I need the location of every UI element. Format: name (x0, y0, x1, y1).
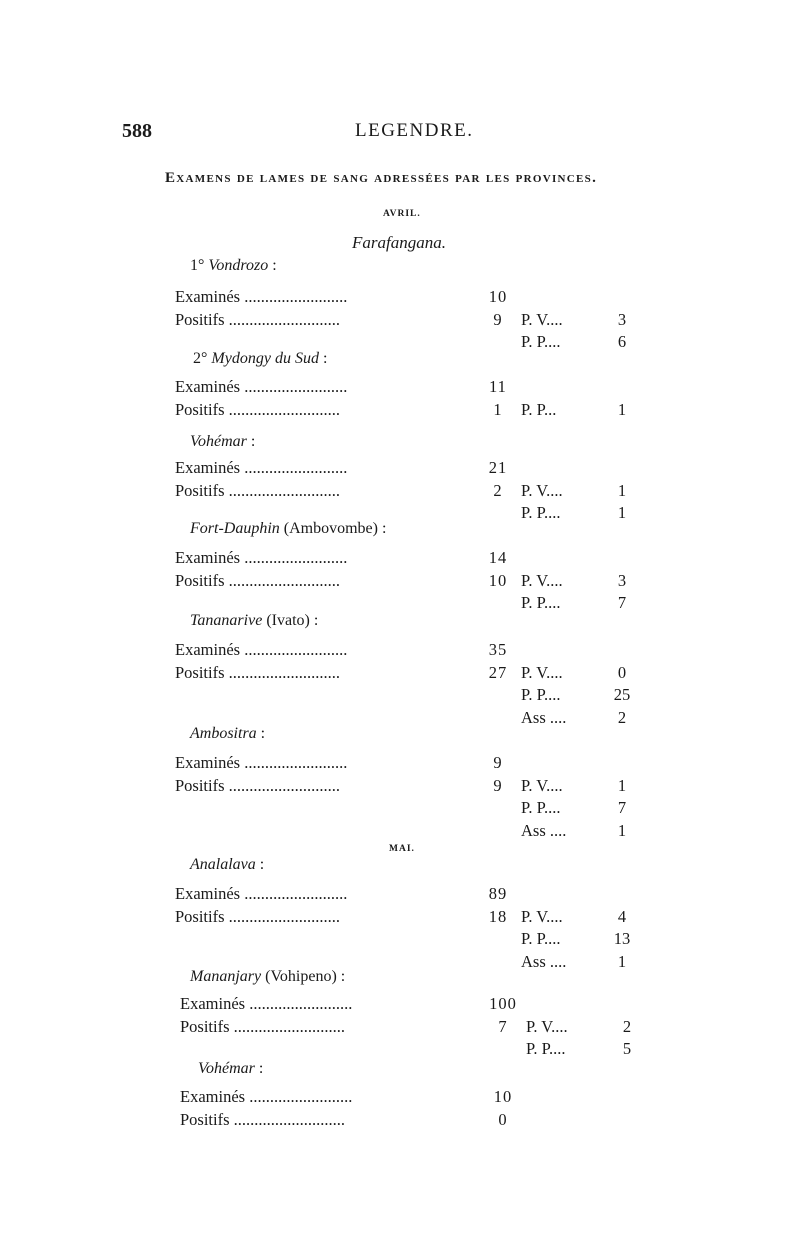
examined-label: Examinés ......................... (175, 287, 348, 306)
examined-row (175, 884, 645, 906)
species-label: Ass .... (521, 820, 567, 840)
location-heading (190, 257, 277, 275)
positive-label: Positifs ........................... (180, 1016, 346, 1036)
examined-row (180, 1087, 650, 1109)
species-label: P. V.... (526, 1016, 568, 1036)
examined-count: 21 (488, 458, 508, 477)
month-heading: AVRIL. (383, 209, 421, 219)
examined-row (175, 458, 645, 480)
species-label: P. P.... (526, 1039, 566, 1058)
species-label: P. V.... (521, 775, 563, 795)
location-name: Tananarive (190, 612, 263, 629)
examined-label: Examinés ......................... (180, 1087, 353, 1106)
location-suffix: : (254, 1060, 264, 1077)
species-count: 1 (617, 503, 627, 522)
location-heading (190, 520, 386, 538)
species-count: 3 (617, 309, 627, 329)
location-suffix: (Ambovombe) : (279, 520, 387, 537)
location-suffix: : (318, 350, 328, 367)
species-label: P. P.... (521, 593, 561, 612)
species-row (175, 663, 645, 685)
examined-row (175, 377, 645, 399)
species-count: 7 (617, 593, 627, 612)
species-count: 2 (622, 1016, 632, 1036)
examined-row (175, 548, 645, 570)
species-count: 1 (617, 775, 627, 795)
positive-count: 9 (493, 309, 503, 329)
examined-label: Examinés ......................... (175, 884, 348, 903)
district-heading (352, 233, 446, 253)
location-suffix: : (256, 725, 266, 742)
species-label: P. P.... (521, 929, 561, 948)
location-suffix: : (246, 433, 256, 450)
species-row (180, 1017, 650, 1039)
species-count: 4 (617, 906, 627, 926)
species-label: P. P... (521, 399, 557, 419)
species-row (175, 907, 645, 929)
location-name: Ambositra (190, 725, 257, 742)
location-suffix: (Ivato) : (262, 612, 319, 629)
location-name: Analalava (190, 856, 256, 873)
species-count: 1 (617, 951, 627, 971)
positive-count: 18 (488, 906, 508, 926)
species-label: Ass .... (521, 707, 567, 727)
examined-row (175, 287, 645, 309)
page-header (0, 120, 800, 144)
examined-count: 35 (488, 640, 508, 659)
species-row (175, 821, 645, 843)
positive-label: Positifs ........................... (175, 906, 341, 926)
location-name: Vohémar (190, 433, 247, 450)
location-suffix: : (268, 257, 277, 274)
species-count: 2 (617, 707, 627, 727)
species-row (175, 571, 645, 593)
location-heading (190, 968, 345, 986)
species-count: 1 (617, 820, 627, 840)
location-name: Fort-Dauphin (190, 520, 280, 537)
month-heading: MAI. (389, 844, 415, 854)
positive-count: 9 (493, 775, 503, 795)
species-label: P. V.... (521, 662, 563, 682)
species-label: P. V.... (521, 570, 563, 590)
positive-count: 27 (488, 662, 508, 682)
examined-label: Examinés ......................... (180, 994, 353, 1013)
positive-label: Positifs ........................... (175, 399, 341, 419)
examined-label: Examinés ......................... (175, 548, 348, 567)
species-count: 7 (617, 798, 627, 817)
species-label: P. P.... (521, 503, 561, 522)
location-index: 2° (193, 350, 212, 367)
location-name: Mydongy du Sud (211, 350, 319, 367)
species-label: P. P.... (521, 332, 561, 351)
examined-row (175, 640, 645, 662)
positive-count: 10 (488, 570, 508, 590)
examined-count: 10 (488, 287, 508, 306)
examined-count: 9 (493, 753, 503, 772)
examined-count: 14 (488, 548, 508, 567)
species-label: P. V.... (521, 309, 563, 329)
species-row (175, 481, 645, 503)
species-row (175, 400, 645, 422)
running-head: LEGENDRE. (355, 120, 474, 141)
positive-label: Positifs ........................... (175, 480, 341, 500)
positive-label: Positifs ........................... (180, 1109, 346, 1129)
positive-label: Positifs ........................... (175, 309, 341, 329)
species-label: P. P.... (521, 685, 561, 704)
location-heading (190, 612, 318, 630)
positive-label: Positifs ........................... (175, 570, 341, 590)
location-heading (193, 350, 327, 368)
species-row (175, 798, 645, 820)
species-count: 13 (613, 929, 631, 948)
species-count: 1 (617, 480, 627, 500)
species-label: P. V.... (521, 480, 563, 500)
species-label: P. P.... (521, 798, 561, 817)
page-number: 588 (122, 120, 152, 142)
location-suffix: : (255, 856, 265, 873)
species-count: 25 (613, 685, 631, 704)
species-row (180, 1039, 650, 1061)
location-index: 1° (190, 257, 209, 274)
location-heading (198, 1060, 263, 1078)
species-label: P. V.... (521, 906, 563, 926)
species-row (175, 685, 645, 707)
examined-row (175, 753, 645, 775)
examined-count: 10 (493, 1087, 513, 1106)
location-heading (190, 433, 255, 451)
species-label: Ass .... (521, 951, 567, 971)
location-heading (190, 856, 264, 874)
location-name: Vondrozo (208, 257, 269, 274)
positive-count: 0 (498, 1109, 508, 1129)
examined-count: 11 (489, 377, 507, 396)
species-count: 1 (617, 399, 627, 419)
table-title: Examens de lames de sang adressées par les provinces. (165, 170, 598, 186)
district-name: Farafangana. (352, 233, 446, 252)
species-row (175, 310, 645, 332)
species-row (175, 929, 645, 951)
examined-row (180, 994, 650, 1016)
location-name: Vohémar (198, 1060, 255, 1077)
examined-label: Examinés ......................... (175, 753, 348, 772)
positive-row (180, 1110, 650, 1132)
examined-label: Examinés ......................... (175, 640, 348, 659)
positive-count: 2 (493, 480, 503, 500)
examined-label: Examinés ......................... (175, 377, 348, 396)
positive-count: 7 (498, 1016, 508, 1036)
positive-label: Positifs ........................... (175, 775, 341, 795)
species-count: 5 (622, 1039, 632, 1058)
location-name: Mananjary (190, 968, 262, 985)
species-count: 3 (617, 570, 627, 590)
positive-count: 1 (493, 399, 503, 419)
positive-label: Positifs ........................... (175, 662, 341, 682)
examined-label: Examinés ......................... (175, 458, 348, 477)
location-heading (190, 725, 265, 743)
species-count: 6 (617, 332, 627, 351)
examined-count: 100 (489, 994, 517, 1013)
examined-count: 89 (488, 884, 508, 903)
species-count: 0 (617, 662, 627, 682)
species-row (175, 776, 645, 798)
location-suffix: (Vohipeno) : (261, 968, 346, 985)
